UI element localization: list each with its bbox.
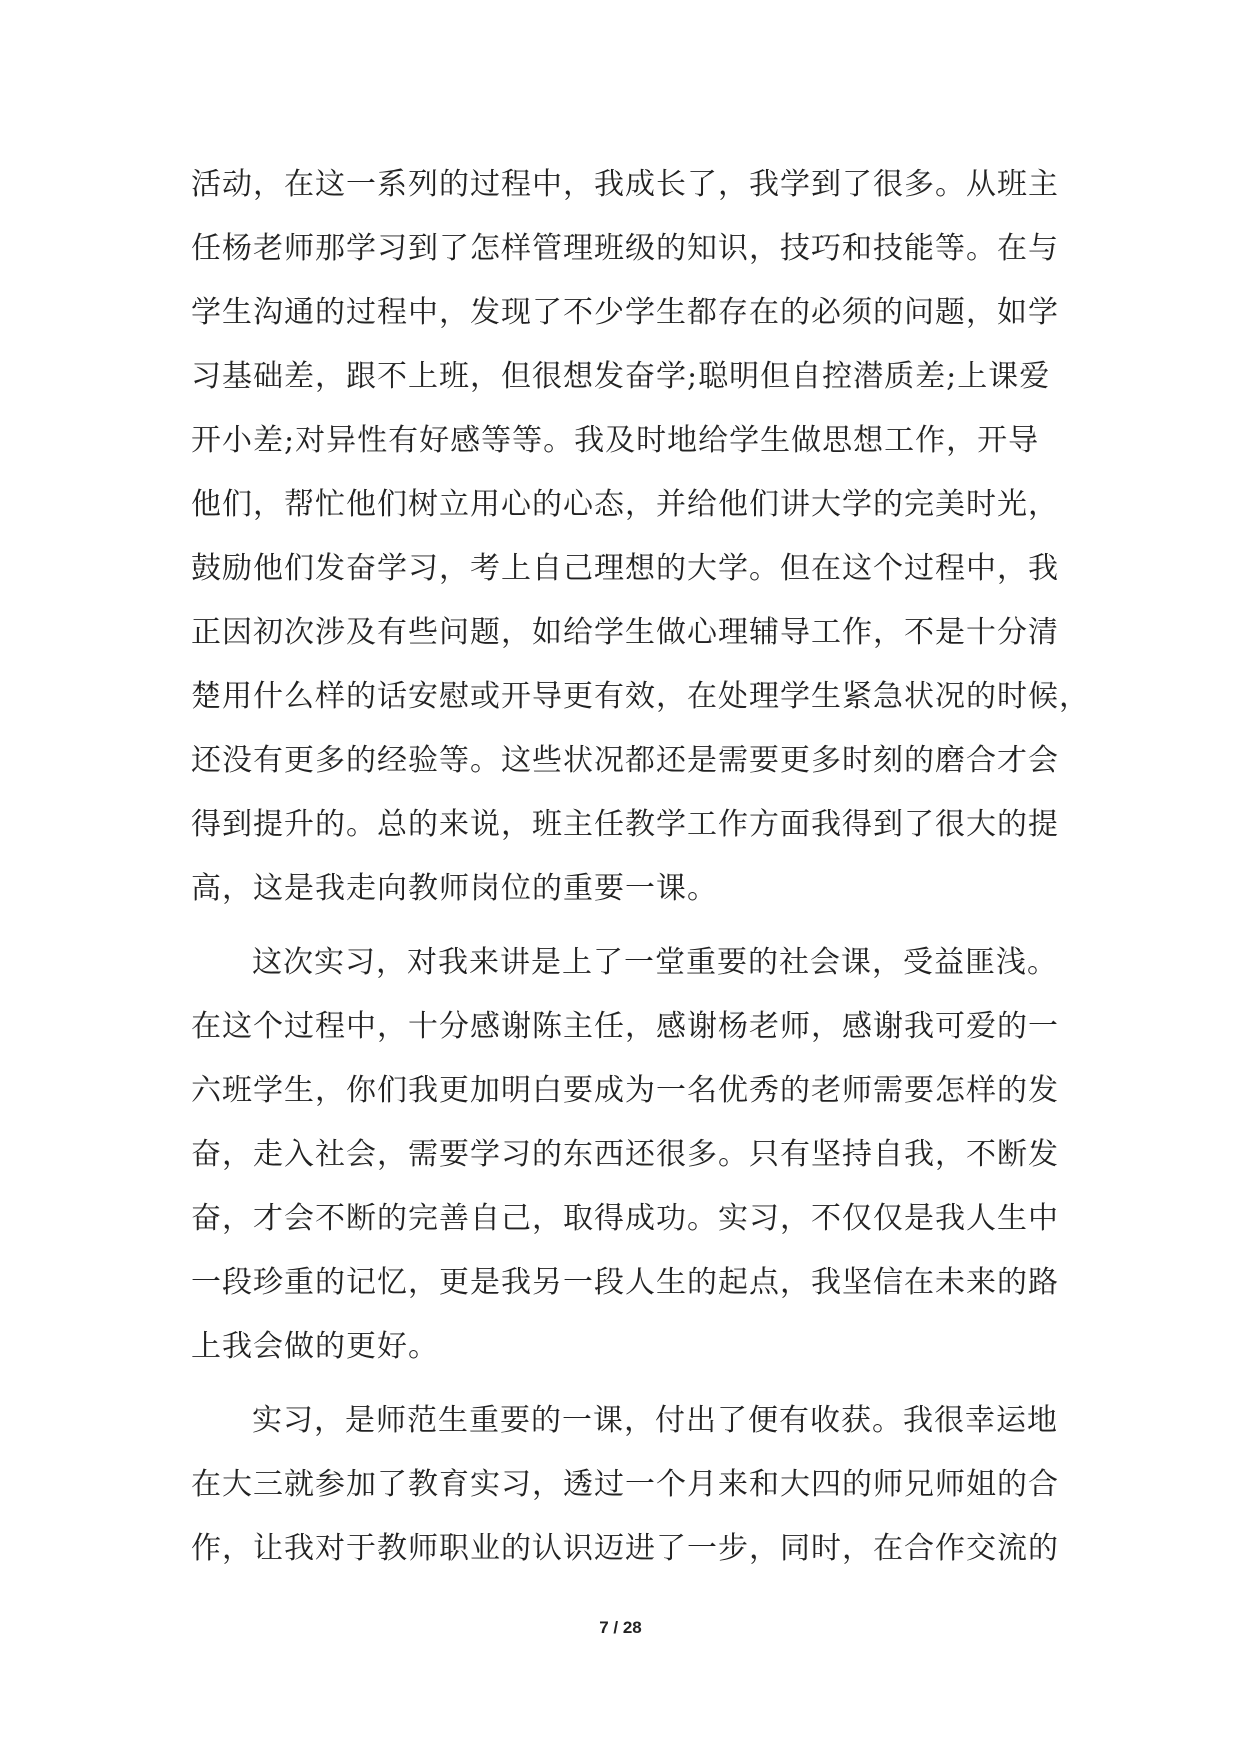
- text-line-2: 任杨老师那学习到了怎样管理班级的知识，技巧和技能等。在与: [191, 231, 1059, 266]
- text-line-16: 奋，走入社会，需要学习的东西还很多。只有坚持自我，不断发: [191, 1137, 1059, 1172]
- text-line-15: 六班学生，你们我更加明白要成为一名优秀的老师需要怎样的发: [191, 1073, 1059, 1108]
- text-line-17: 奋，才会不断的完善自己，取得成功。实习，不仅仅是我人生中: [191, 1201, 1059, 1236]
- text-line-20: 实习，是师范生重要的一课，付出了便有收获。我很幸运地: [252, 1403, 1058, 1438]
- text-line-9: 楚用什么样的话安慰或开导更有效，在处理学生紧急状况的时候，: [191, 679, 1090, 714]
- text-line-7: 鼓励他们发奋学习，考上自己理想的大学。但在这个过程中，我: [191, 551, 1059, 586]
- text-line-10: 还没有更多的经验等。这些状况都还是需要更多时刻的磨合才会: [191, 743, 1059, 778]
- text-line-13: 这次实习，对我来讲是上了一堂重要的社会课，受益匪浅。: [252, 945, 1058, 980]
- text-line-5: 开小差;对异性有好感等等。我及时地给学生做思想工作，开导: [191, 423, 1040, 458]
- text-line-11: 得到提升的。总的来说，班主任教学工作方面我得到了很大的提: [191, 807, 1059, 842]
- text-line-18: 一段珍重的记忆，更是我另一段人生的起点，我坚信在未来的路: [191, 1265, 1059, 1300]
- text-line-1: 活动，在这一系列的过程中，我成长了，我学到了很多。从班主: [191, 167, 1059, 202]
- text-line-4: 习基础差，跟不上班，但很想发奋学;聪明但自控潜质差;上课爱: [191, 359, 1051, 394]
- text-line-21: 在大三就参加了教育实习，透过一个月来和大四的师兄师姐的合: [191, 1467, 1059, 1502]
- text-line-19: 上我会做的更好。: [191, 1329, 439, 1364]
- text-line-12: 高，这是我走向教师岗位的重要一课。: [191, 871, 718, 906]
- text-line-8: 正因初次涉及有些问题，如给学生做心理辅导工作，不是十分清: [191, 615, 1059, 650]
- page-number: 7 / 28: [599, 1618, 642, 1637]
- text-line-3: 学生沟通的过程中，发现了不少学生都存在的必须的问题，如学: [191, 295, 1059, 330]
- text-line-22: 作，让我对于教师职业的认识迈进了一步，同时，在合作交流的: [191, 1531, 1059, 1566]
- text-line-6: 他们，帮忙他们树立用心的心态，并给他们讲大学的完美时光，: [191, 487, 1059, 522]
- text-line-14: 在这个过程中，十分感谢陈主任，感谢杨老师，感谢我可爱的一: [191, 1009, 1059, 1044]
